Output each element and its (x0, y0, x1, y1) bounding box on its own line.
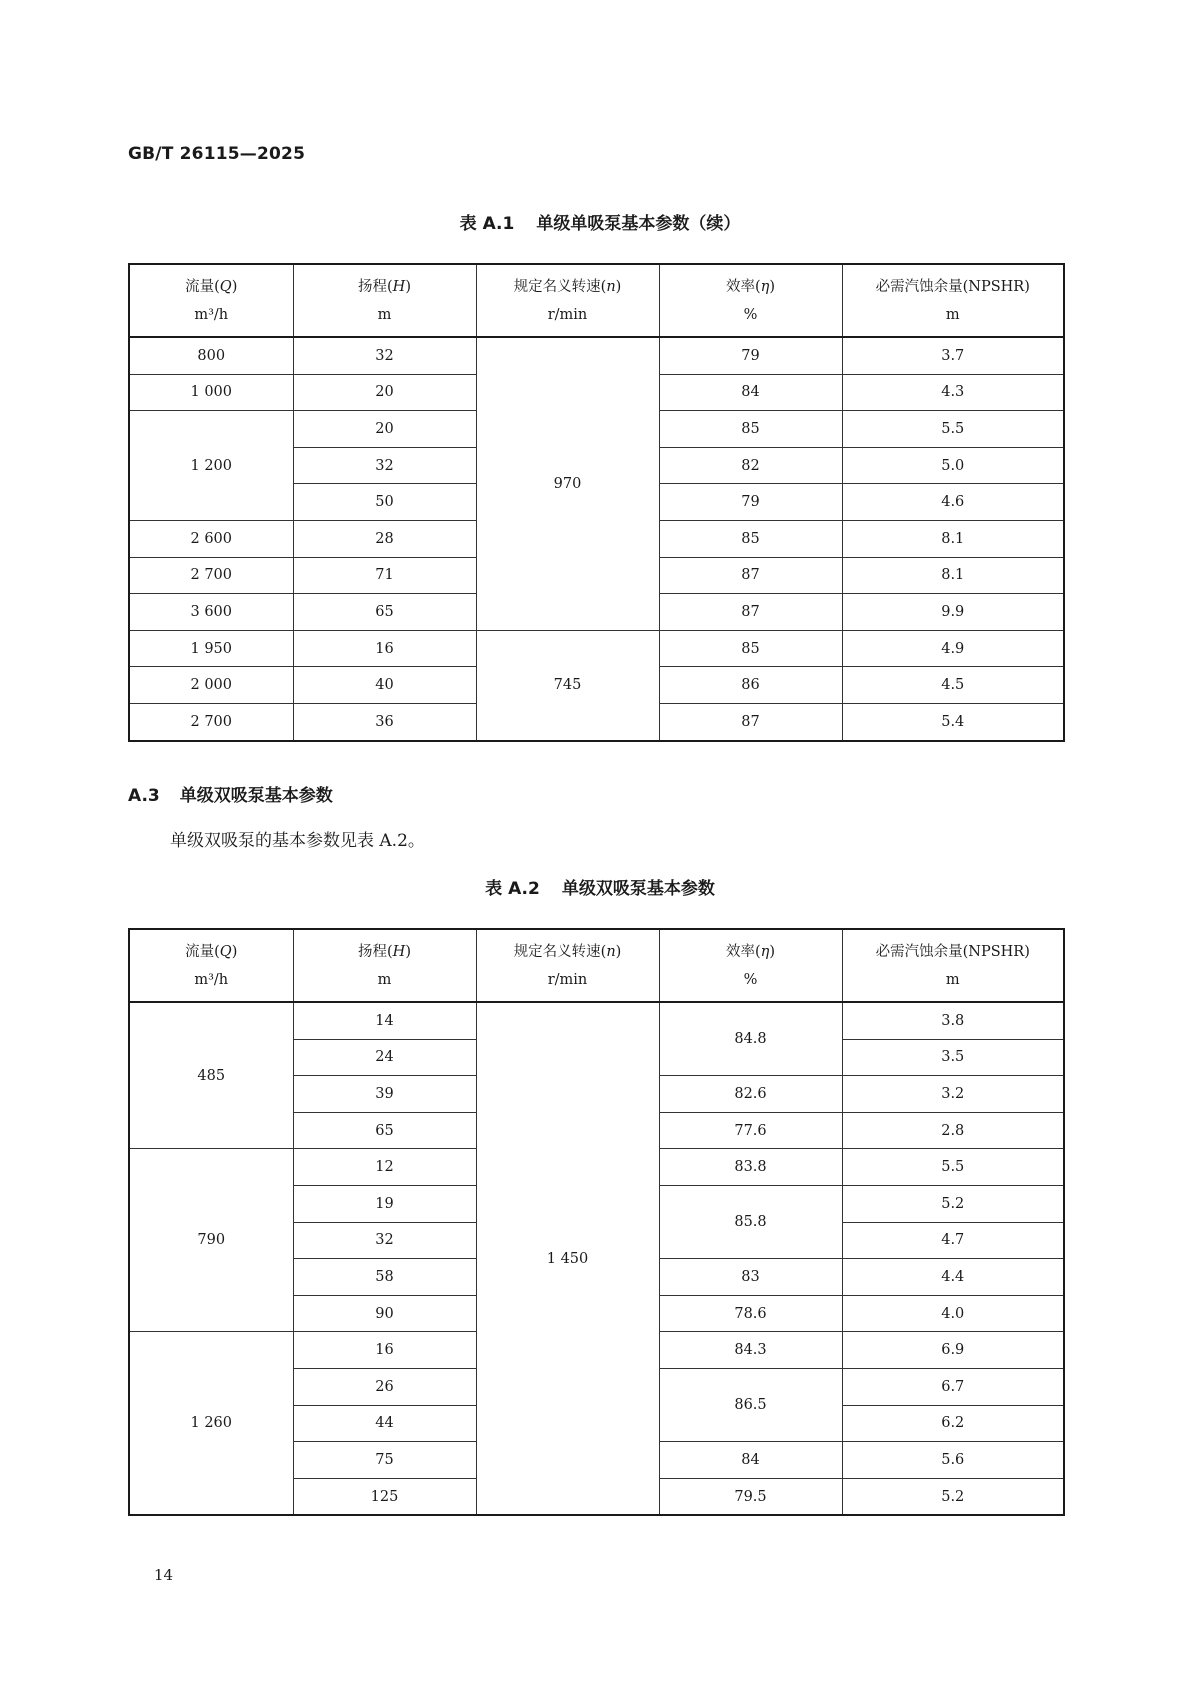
table2-caption-number: 表 A.2 (485, 879, 540, 899)
npshr-cell: 5.6 (842, 1442, 1064, 1479)
head-cell: 19 (293, 1185, 476, 1222)
table1 (128, 263, 1065, 742)
head-cell: 16 (293, 630, 476, 667)
efficiency-cell: 87 (659, 703, 842, 740)
head-cell: 14 (293, 1002, 476, 1039)
efficiency-cell: 86 (659, 667, 842, 704)
table1-header-flow: 流量(Q) m³/h (129, 264, 293, 337)
npshr-cell: 3.5 (842, 1039, 1064, 1076)
npshr-cell: 4.4 (842, 1259, 1064, 1296)
npshr-cell: 4.0 (842, 1295, 1064, 1332)
npshr-cell: 8.1 (842, 520, 1064, 557)
flow-cell: 1 200 (129, 411, 293, 521)
section-heading (128, 781, 333, 806)
efficiency-cell: 79 (659, 484, 842, 521)
efficiency-cell: 86.5 (659, 1368, 842, 1441)
flow-cell: 2 600 (129, 520, 293, 557)
flow-cell: 800 (129, 337, 293, 374)
efficiency-cell: 85.8 (659, 1185, 842, 1258)
head-cell: 44 (293, 1405, 476, 1442)
flow-cell: 3 600 (129, 594, 293, 631)
table1-header-speed: 规定名义转速(n) r/min (476, 264, 659, 337)
head-cell: 24 (293, 1039, 476, 1076)
table1-caption-number: 表 A.1 (459, 214, 515, 234)
npshr-cell: 4.7 (842, 1222, 1064, 1259)
efficiency-cell: 79.5 (659, 1478, 842, 1515)
table2-header-flow: 流量(Q) m³/h (129, 929, 293, 1002)
table2-header-efficiency: 效率(η) % (659, 929, 842, 1002)
npshr-cell: 4.6 (842, 484, 1064, 521)
head-cell: 125 (293, 1478, 476, 1515)
speed-cell: 970 (476, 337, 659, 630)
speed-cell: 1 450 (476, 1002, 659, 1515)
head-cell: 32 (293, 447, 476, 484)
flow-cell: 2 700 (129, 703, 293, 740)
efficiency-cell: 77.6 (659, 1112, 842, 1149)
table-row (129, 1002, 1064, 1039)
head-cell: 36 (293, 703, 476, 740)
head-cell: 28 (293, 520, 476, 557)
efficiency-cell: 83.8 (659, 1149, 842, 1186)
head-cell: 50 (293, 484, 476, 521)
section-title: 单级双吸泵基本参数 (179, 786, 333, 806)
head-cell: 39 (293, 1076, 476, 1113)
npshr-cell: 5.5 (842, 1149, 1064, 1186)
head-cell: 71 (293, 557, 476, 594)
efficiency-cell: 85 (659, 630, 842, 667)
table-row (129, 630, 1064, 667)
efficiency-cell: 85 (659, 411, 842, 448)
flow-cell: 1 950 (129, 630, 293, 667)
head-cell: 32 (293, 337, 476, 374)
table2-header-speed: 规定名义转速(n) r/min (476, 929, 659, 1002)
section-number: A.3 (128, 786, 160, 806)
efficiency-cell: 84 (659, 1442, 842, 1479)
npshr-cell: 3.8 (842, 1002, 1064, 1039)
efficiency-cell: 79 (659, 337, 842, 374)
npshr-cell: 9.9 (842, 594, 1064, 631)
npshr-cell: 6.2 (842, 1405, 1064, 1442)
head-cell: 58 (293, 1259, 476, 1296)
npshr-cell: 5.2 (842, 1478, 1064, 1515)
flow-cell: 2 700 (129, 557, 293, 594)
npshr-cell: 5.4 (842, 703, 1064, 740)
table2-header-npshr: 必需汽蚀余量(NPSHR) m (842, 929, 1064, 1002)
table1-header-row (129, 264, 1064, 337)
efficiency-cell: 84 (659, 374, 842, 411)
efficiency-cell: 85 (659, 520, 842, 557)
table2-caption-title: 单级双吸泵基本参数 (561, 879, 715, 899)
npshr-cell: 5.5 (842, 411, 1064, 448)
npshr-cell: 4.9 (842, 630, 1064, 667)
speed-cell: 745 (476, 630, 659, 740)
efficiency-cell: 82.6 (659, 1076, 842, 1113)
flow-cell: 485 (129, 1002, 293, 1149)
head-cell: 12 (293, 1149, 476, 1186)
table1-header-efficiency: 效率(η) % (659, 264, 842, 337)
efficiency-cell: 78.6 (659, 1295, 842, 1332)
npshr-cell: 3.2 (842, 1076, 1064, 1113)
section-paragraph: 单级双吸泵的基本参数见表 A.2。 (170, 831, 425, 851)
efficiency-cell: 84.3 (659, 1332, 842, 1369)
table1-caption (0, 209, 1200, 234)
head-cell: 75 (293, 1442, 476, 1479)
npshr-cell: 5.2 (842, 1185, 1064, 1222)
flow-cell: 1 000 (129, 374, 293, 411)
head-cell: 65 (293, 1112, 476, 1149)
flow-cell: 2 000 (129, 667, 293, 704)
flow-cell: 1 260 (129, 1332, 293, 1515)
head-cell: 20 (293, 374, 476, 411)
npshr-cell: 5.0 (842, 447, 1064, 484)
table1-caption-title: 单级单吸泵基本参数（续） (536, 214, 741, 234)
npshr-cell: 4.5 (842, 667, 1064, 704)
table2-header-row (129, 929, 1064, 1002)
table1-header-npshr: 必需汽蚀余量(NPSHR) m (842, 264, 1064, 337)
efficiency-cell: 82 (659, 447, 842, 484)
npshr-cell: 2.8 (842, 1112, 1064, 1149)
head-cell: 65 (293, 594, 476, 631)
table1-header-head: 扬程(H) m (293, 264, 476, 337)
head-cell: 90 (293, 1295, 476, 1332)
npshr-cell: 3.7 (842, 337, 1064, 374)
head-cell: 20 (293, 411, 476, 448)
efficiency-cell: 83 (659, 1259, 842, 1296)
head-cell: 26 (293, 1368, 476, 1405)
table2 (128, 928, 1065, 1516)
npshr-cell: 6.7 (842, 1368, 1064, 1405)
page-number: 14 (154, 1566, 174, 1584)
head-cell: 16 (293, 1332, 476, 1369)
head-cell: 32 (293, 1222, 476, 1259)
npshr-cell: 4.3 (842, 374, 1064, 411)
npshr-cell: 6.9 (842, 1332, 1064, 1369)
npshr-cell: 8.1 (842, 557, 1064, 594)
table-row (129, 337, 1064, 374)
standard-code: GB/T 26115—2025 (128, 144, 306, 164)
efficiency-cell: 87 (659, 594, 842, 631)
head-cell: 40 (293, 667, 476, 704)
flow-cell: 790 (129, 1149, 293, 1332)
efficiency-cell: 84.8 (659, 1002, 842, 1076)
table2-header-head: 扬程(H) m (293, 929, 476, 1002)
table2-caption (0, 874, 1200, 899)
efficiency-cell: 87 (659, 557, 842, 594)
